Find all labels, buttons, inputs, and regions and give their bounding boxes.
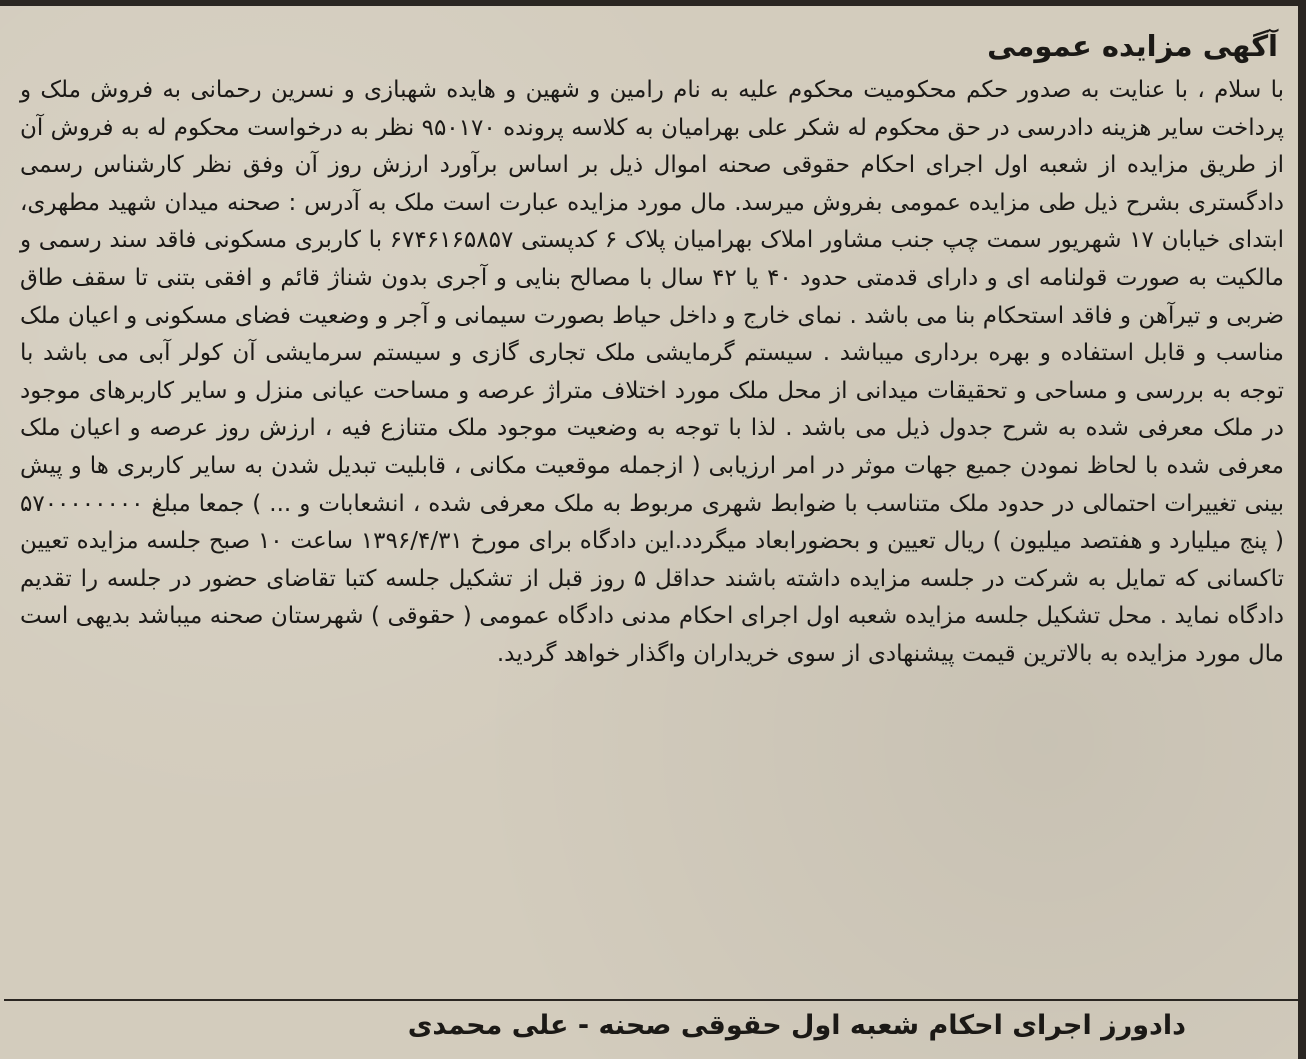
divider-line — [4, 999, 1298, 1001]
right-border — [1298, 0, 1306, 1059]
notice-title: آگهی مزایده عمومی — [987, 29, 1278, 63]
top-border — [0, 0, 1306, 6]
notice-signature: دادورز اجرای احکام شعبه اول حقوقی صحنه - علی محمدی — [407, 1010, 1186, 1041]
notice-body: با سلام ، با عنایت به صدور حکم محکومیت محکوم علیه به نام رامین و شهین و هایده شهبازی و نسرین رحمانی به فروش ملک و پرداخت سایر هزینه دادرسی در حق محکوم له شکر علی بهرامیان به کلاسه پرونده ۹۵۰۱۷۰ نظر به درخواست محکوم له به فروش آن از طریق مزایده از شعبه اول اجرای احکام حقوقی صحنه اموال ذیل بر اساس برآورد ارزش روز آن وفق نظر کارشناس رسمی دادگستری بشرح ذیل طی مزایده عمومی بفروش میرسد. مال مورد مزایده عبارت است ملک به آدرس : صحنه میدان شهید مطهری، ابتدای خیابان ۱۷ شهریور سمت چپ جنب مشاور املاک بهرامیان پلاک ۶ کدپستی ۶۷۴۶۱۶۵۸۵۷ با کاربری مسکونی فاقد سند رسمی و مالکیت به صورت قولنامه ای و دارای قدمتی حدود ۴۰ یا ۴۲ سال با مصالح بنایی و آجری بدون شناژ قائم و افقی بتنی تا سقف طاق ضربی و تیرآهن و فاقد استحکام بنا می باشد . نمای خارج و داخل حیاط بصورت سیمانی و آجر و وضعیت فضای مسکونی و اعیان ملک مناسب و قابل استفاده و بهره برداری میباشد . سیستم گرمایشی ملک تجاری گازی و سیستم سرمایشی آن کولر آبی می باشد با توجه به بررسی و مساحی و تحقیقات میدانی از محل ملک مورد اختلاف متراژ عرصه و مساحت عیانی منزل و سایر کاربرهای موجود در ملک معرفی شده به شرح جدول ذیل می باشد . لذا با توجه به وضعیت موجود ملک متنازع فیه ، ارزش روز عرصه و اعیان ملک معرفی شده با لحاظ نمودن جمیع جهات موثر در امر ارزیابی ( ازجمله موقعیت مکانی ، قابلیت تبدیل شدن به سایر کاربری ها و پیش بینی تغییرات احتمالی در حدود ملک متناسب با ضوابط شهری مربوط به ملک معرفی شده ، انشعابات و ... ) جمعا مبلغ ۵۷۰۰۰۰۰۰۰۰ ( پنج میلیارد و هفتصد میلیون ) ریال تعیین و بحضورابعاد میگردد.این دادگاه برای مورخ ۱۳۹۶/۴/۳۱ ساعت ۱۰ صبح جلسه مزایده تعیین تاکسانی که تمایل به شرکت در جلسه مزایده داشته باشند حداقل ۵ روز قبل از تشکیل جلسه کتبا تقاضای حضور در جلسه را تقدیم دادگاه نماید . محل تشکیل جلسه مزایده شعبه اول اجرای احکام مدنی دادگاه عمومی ( حقوقی ) شهرستان صحنه میباشد بدیهی است مال مورد مزایده به بالاترین قیمت پیشنهادی از سوی خریداران واگذار خواهد گردید. — [20, 77, 1285, 667]
